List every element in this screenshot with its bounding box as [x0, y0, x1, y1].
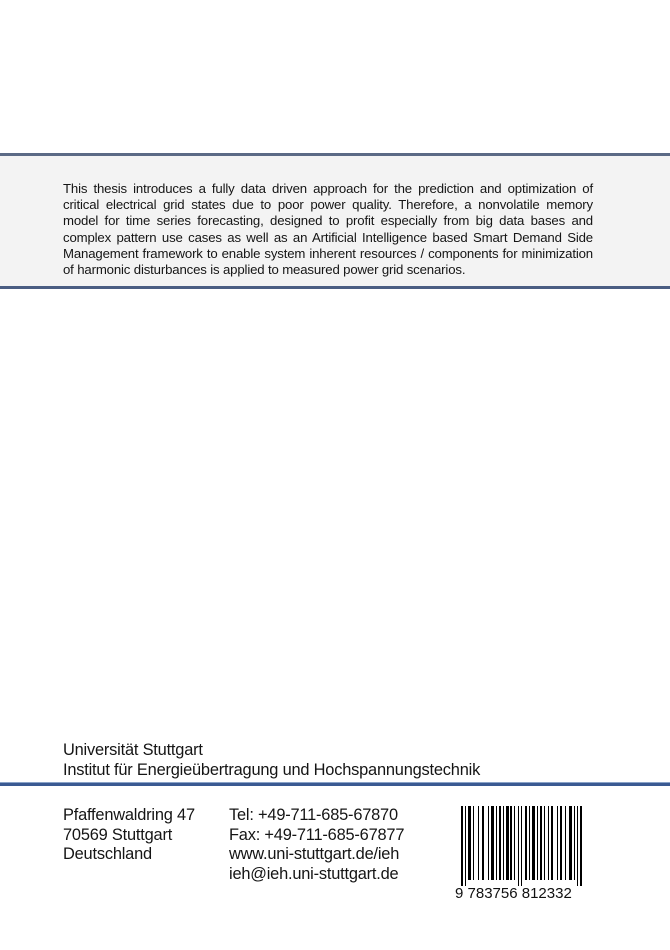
institution-block — [63, 741, 480, 780]
contact-block — [229, 806, 404, 884]
divider-rule — [0, 782, 670, 786]
abstract-text: This thesis introduces a fully data driven approach for the prediction and optimization of critical electrical grid states due to poor power quality. Therefore, a nonvolatile memory model for time series forecasting, designed to profit especially from big data bases and complex pattern use cases as well as an Artificial Intelligence based Smart Demand Side Management framework to enable system inherent resources / components for minimization of harmonic disturbances is applied to measured power grid scenarios. — [63, 181, 593, 278]
abstract-box — [0, 153, 670, 289]
contact-tel: Tel: +49-711-685-67870 — [229, 806, 398, 824]
isbn-barcode — [458, 806, 588, 886]
address-block — [63, 806, 195, 865]
university-name: Universität Stuttgart — [63, 741, 203, 759]
contact-web[interactable]: www.uni-stuttgart.de/ieh — [229, 845, 400, 864]
address-street: Pfaffenwaldring 47 — [63, 806, 195, 824]
contact-fax: Fax: +49-711-685-67877 — [229, 825, 405, 844]
isbn-number: 9 783756 812332 — [455, 885, 572, 902]
address-country: Deutschland — [63, 845, 152, 864]
contact-email[interactable]: ieh@ieh.uni-stuttgart.de — [229, 864, 399, 883]
institute-name: Institut für Energieübertragung und Hochspannungstechnik — [63, 760, 481, 779]
address-city: 70569 Stuttgart — [63, 825, 173, 844]
